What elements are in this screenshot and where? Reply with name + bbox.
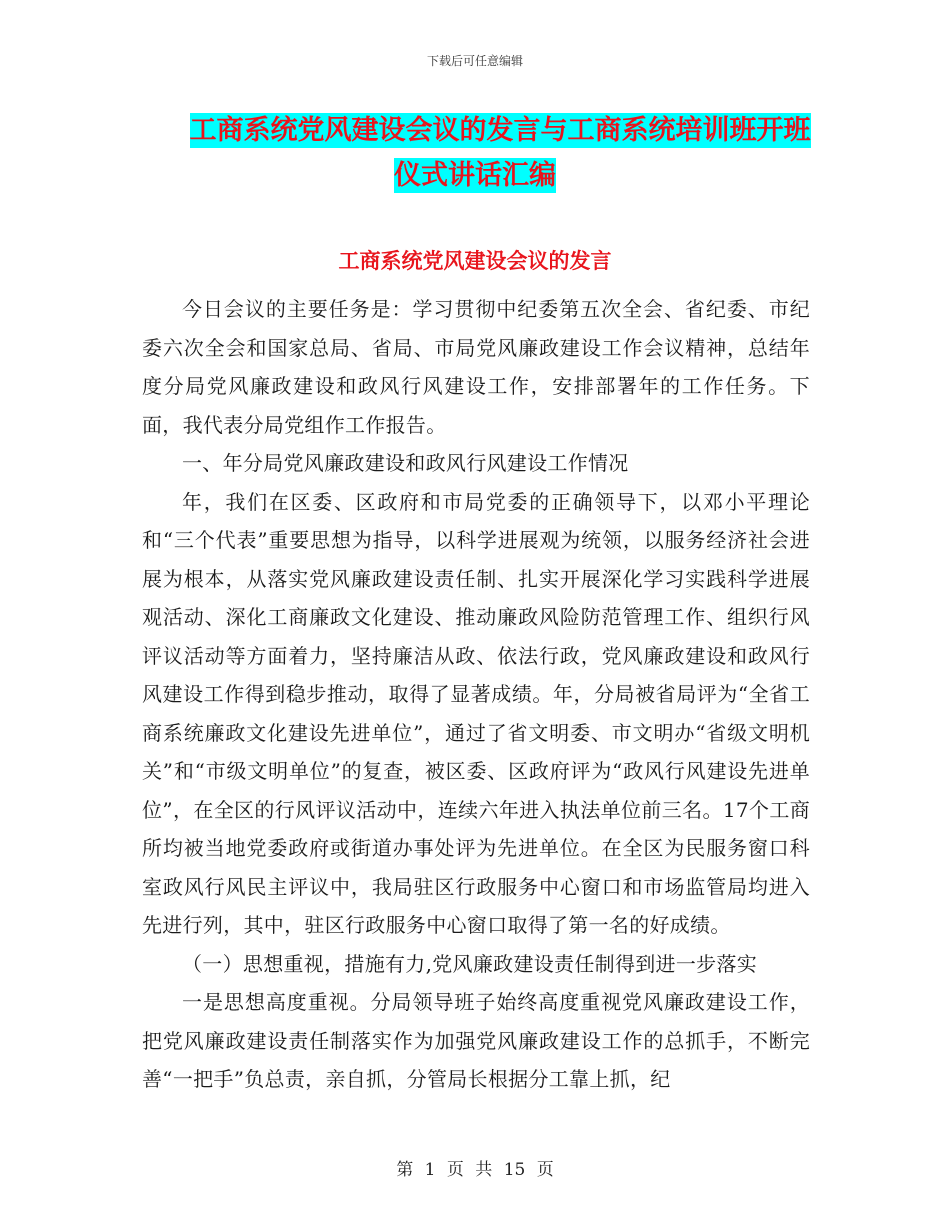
title-line-2: 仪式讲话汇编: [394, 160, 556, 191]
document-title: [0, 108, 950, 198]
page-header-note: 下载后可任意编辑: [426, 54, 523, 68]
paragraph: 一是思想高度重视。分局领导班子始终高度重视党风廉政建设工作，把党风廉政建设责任制落实作为加强党风廉政建设工作的总抓手，不断完善“一把手”负总责，亲自抓，分管局长根据分工靠上抓，纪: [142, 990, 810, 1091]
document-body: [142, 290, 810, 1099]
section-heading: 一、年分局党风廉政建设和政风行风建设工作情况: [182, 451, 629, 475]
page-number-footer: 第 1 页 共 15 页: [396, 1160, 554, 1180]
section-subtitle: 工商系统党风建设会议的发言: [338, 248, 612, 273]
title-line-1: 工商系统党风建设会议的发言与工商系统培训班开班: [189, 115, 811, 146]
paragraph: 年，我们在区委、区政府和市局党委的正确领导下，以邓小平理论和“三个代表”重要思想为指导，以科学进展观为统领，以服务经济社会进展为根本，从落实党风廉政建设责任制、扎实开展深化学习实践科学进展观活动、深化工商廉政文化建设、推动廉政风险防范管理工作、组织行风评议活动等方面着力，坚持廉洁从政、依法行政，党风廉政建设和政风行风建设工作得到稳步推动，取得了显著成绩。年，分局被省局评为“全省工商系统廉政文化建设先进单位”，通过了省文明委、市文明办“省级文明机关”和“市级文明单位”的复查，被区委、区政府评为“政风行风建设先进单位”，在全区的行风评议活动中，连续六年进入执法单位前三名。17个工商所均被当地党委政府或街道办事处评为先进单位。在全区为民服务窗口科室政风行风民主评议中，我局驻区行政服务中心窗口和市场监管局均进入先进行列，其中，驻区行政服务中心窗口取得了第一名的好成绩。: [142, 489, 810, 937]
subsection-heading: （一）思想重视，措施有力,党风廉政建设责任制得到进一步落实: [182, 951, 758, 976]
paragraph: 今日会议的主要任务是：学习贯彻中纪委第五次全会、省纪委、市纪委六次全会和国家总局、省局、市局党风廉政建设工作会议精神，总结年度分局党风廉政建设和政风行风建设工作，安排部署年的工作任务。下面，我代表分局党组作工作报告。: [142, 297, 810, 437]
